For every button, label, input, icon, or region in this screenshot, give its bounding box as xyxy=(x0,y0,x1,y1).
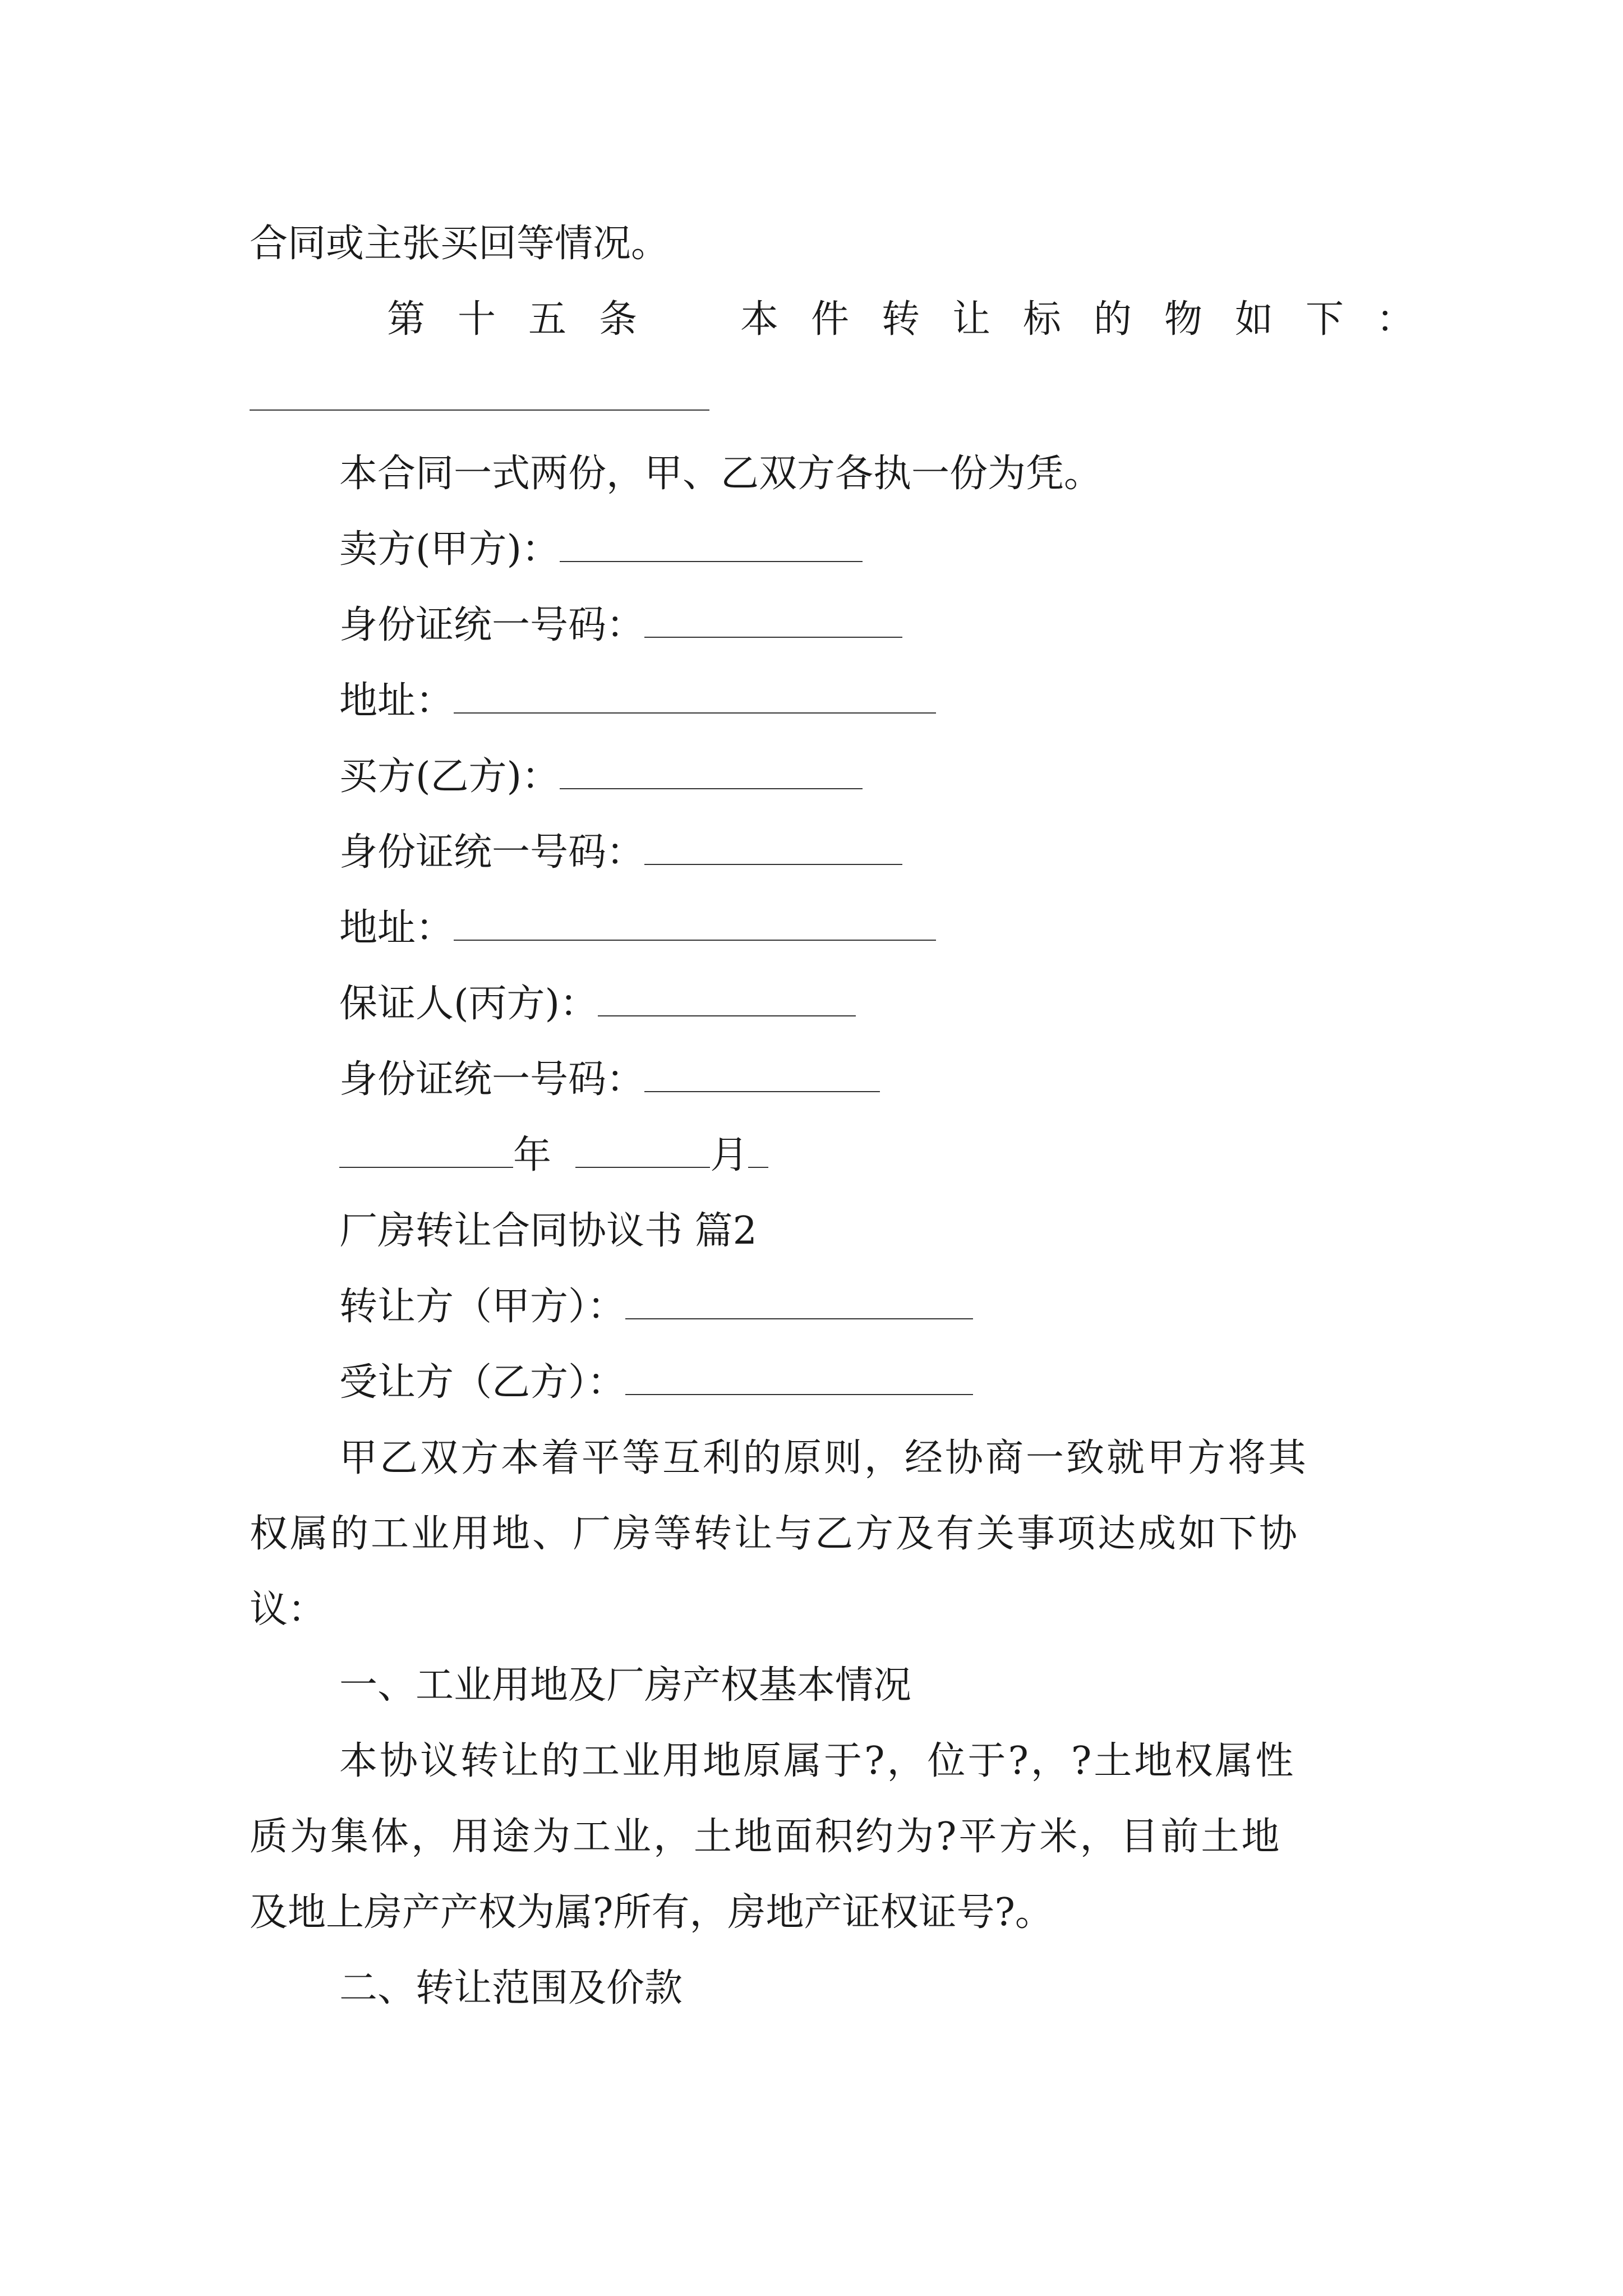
guarantor-label: 保证人(丙方)： xyxy=(339,982,598,1026)
seller-label: 卖方(甲方)： xyxy=(339,527,560,572)
month-blank[interactable] xyxy=(575,1133,710,1168)
buyer-blank[interactable] xyxy=(560,754,863,789)
buyer-id-blank[interactable] xyxy=(644,830,902,865)
paragraph-line: 议： xyxy=(250,1588,326,1632)
blank-line-row xyxy=(250,370,709,426)
paragraph-line: 及地上房产产权为属?所有，房地产证权证号?。 xyxy=(250,1890,1053,1935)
transferor-blank[interactable] xyxy=(625,1285,973,1319)
paragraph-line: 本协议转让的工业用地原属于?，位于?，?土地权属性 xyxy=(339,1739,1296,1783)
buyer-id-row xyxy=(339,825,902,881)
seller-id-label: 身份证统一号码： xyxy=(339,603,645,647)
seller-id-blank[interactable] xyxy=(644,603,902,638)
day-blank[interactable] xyxy=(748,1133,768,1168)
paragraph-line: 甲乙双方本着平等互利的原则，经协商一致就甲方将其 xyxy=(339,1436,1309,1480)
transferee-blank[interactable] xyxy=(625,1360,973,1395)
article-15-heading: 第十五条 本件转让标的物如下： xyxy=(387,297,1447,342)
buyer-address-label: 地址： xyxy=(339,906,454,950)
seller-id-row xyxy=(339,597,902,654)
paragraph-line: 质为集体，用途为工业，土地面积约为?平方米，目前土地 xyxy=(250,1815,1282,1859)
buyer-row xyxy=(339,749,863,805)
buyer-address-row xyxy=(339,900,936,956)
guarantor-blank[interactable] xyxy=(598,982,856,1016)
transferor-label: 转让方（甲方）： xyxy=(339,1285,626,1329)
fill-in-blank[interactable] xyxy=(250,376,709,411)
guarantor-row xyxy=(339,976,856,1032)
buyer-address-blank[interactable] xyxy=(454,906,936,941)
transferor-row xyxy=(339,1279,973,1335)
year-label: 年 xyxy=(513,1133,552,1177)
seller-address-label: 地址： xyxy=(339,679,454,723)
transferee-label: 受让方（乙方）： xyxy=(339,1360,626,1405)
transferee-row xyxy=(339,1355,973,1411)
section-title: 厂房转让合同协议书 篇2 xyxy=(339,1209,757,1253)
clause-heading: 二、转让范围及价款 xyxy=(339,1966,683,2010)
month-label: 月 xyxy=(710,1133,749,1177)
seller-row xyxy=(339,522,863,578)
clause-heading: 一、工业用地及厂房产权基本情况 xyxy=(339,1663,912,1708)
guarantor-id-row xyxy=(339,1052,880,1108)
buyer-label: 买方(乙方)： xyxy=(339,754,560,799)
guarantor-id-label: 身份证统一号码： xyxy=(339,1057,645,1102)
buyer-id-label: 身份证统一号码： xyxy=(339,830,645,875)
text-line: 合同或主张买回等情况。 xyxy=(250,222,670,266)
year-blank[interactable] xyxy=(339,1133,513,1168)
seller-blank[interactable] xyxy=(560,527,863,562)
seller-address-blank[interactable] xyxy=(454,679,936,714)
guarantor-id-blank[interactable] xyxy=(644,1057,880,1092)
paragraph-line: 权属的工业用地、厂房等转让与乙方及有关事项达成如下协 xyxy=(250,1512,1300,1556)
text-line: 本合同一式两份，甲、乙双方各执一份为凭。 xyxy=(339,452,1103,496)
date-row xyxy=(339,1128,768,1184)
seller-address-row xyxy=(339,673,936,729)
